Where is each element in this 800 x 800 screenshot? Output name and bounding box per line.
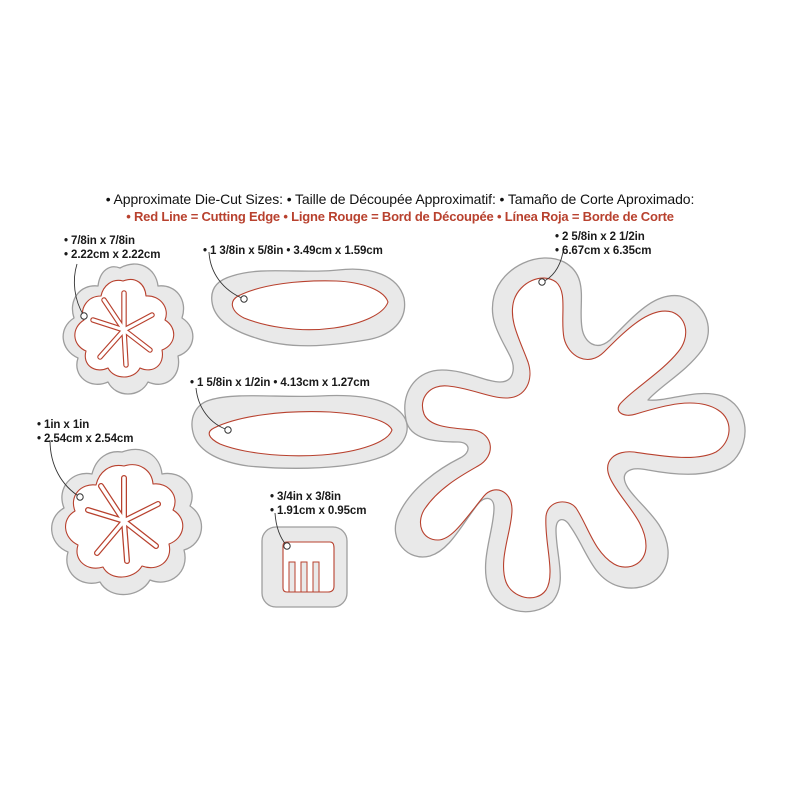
header-line-1: • Approximate Die-Cut Sizes: • Taille de Découpée Approximatif: • Tamaño de Corte Aproximado: xyxy=(105,191,695,207)
large-flower-size-imperial: • 2 5/8in x 2 1/2in xyxy=(555,231,645,243)
header-line-2: • Red Line = Cutting Edge • Ligne Rouge = Bord de Découpée • Línea Roja = Borde de Corte xyxy=(126,209,674,224)
large-flower-die xyxy=(395,258,745,612)
long-leaf-size-text: • 1 5/8in x 1/2in • 4.13cm x 1.27cm xyxy=(190,377,370,389)
long-leaf-size-label xyxy=(190,376,370,390)
fringe-comb-die xyxy=(262,527,347,607)
small-flower-size-label xyxy=(64,234,160,262)
fringe-comb-size-metric: • 1.91cm x 0.95cm xyxy=(270,505,367,517)
small-flower-die xyxy=(63,264,193,394)
small-leaf-size-text: • 1 3/8in x 5/8in • 3.49cm x 1.59cm xyxy=(203,245,383,257)
small-leaf-die xyxy=(212,269,405,346)
small-flower-size-imperial: • 7/8in x 7/8in xyxy=(64,235,135,247)
fringe-comb-teeth xyxy=(289,562,319,592)
fringe-comb-size-label xyxy=(270,490,366,518)
pointer-dot-small-leaf xyxy=(241,296,247,302)
large-flower-size-metric: • 6.67cm x 6.35cm xyxy=(555,245,652,257)
medium-flower-size-label xyxy=(37,418,133,446)
medium-flower-size-metric: • 2.54cm x 2.54cm xyxy=(37,433,134,445)
long-leaf-die xyxy=(192,396,407,469)
fringe-comb-size-imperial: • 3/4in x 3/8in xyxy=(270,491,341,503)
pointer-dot-medium-flower xyxy=(77,494,83,500)
large-flower-size-label xyxy=(555,230,651,258)
pointer-dot-large-flower xyxy=(539,279,545,285)
pointer-dot-fringe-comb xyxy=(284,543,290,549)
pointer-dot-small-flower xyxy=(81,313,87,319)
small-leaf-size-label xyxy=(203,244,383,258)
medium-flower-size-imperial: • 1in x 1in xyxy=(37,419,90,431)
pointer-dot-long-leaf xyxy=(225,427,231,433)
small-flower-size-metric: • 2.22cm x 2.22cm xyxy=(64,249,161,261)
medium-flower-die xyxy=(52,449,202,594)
